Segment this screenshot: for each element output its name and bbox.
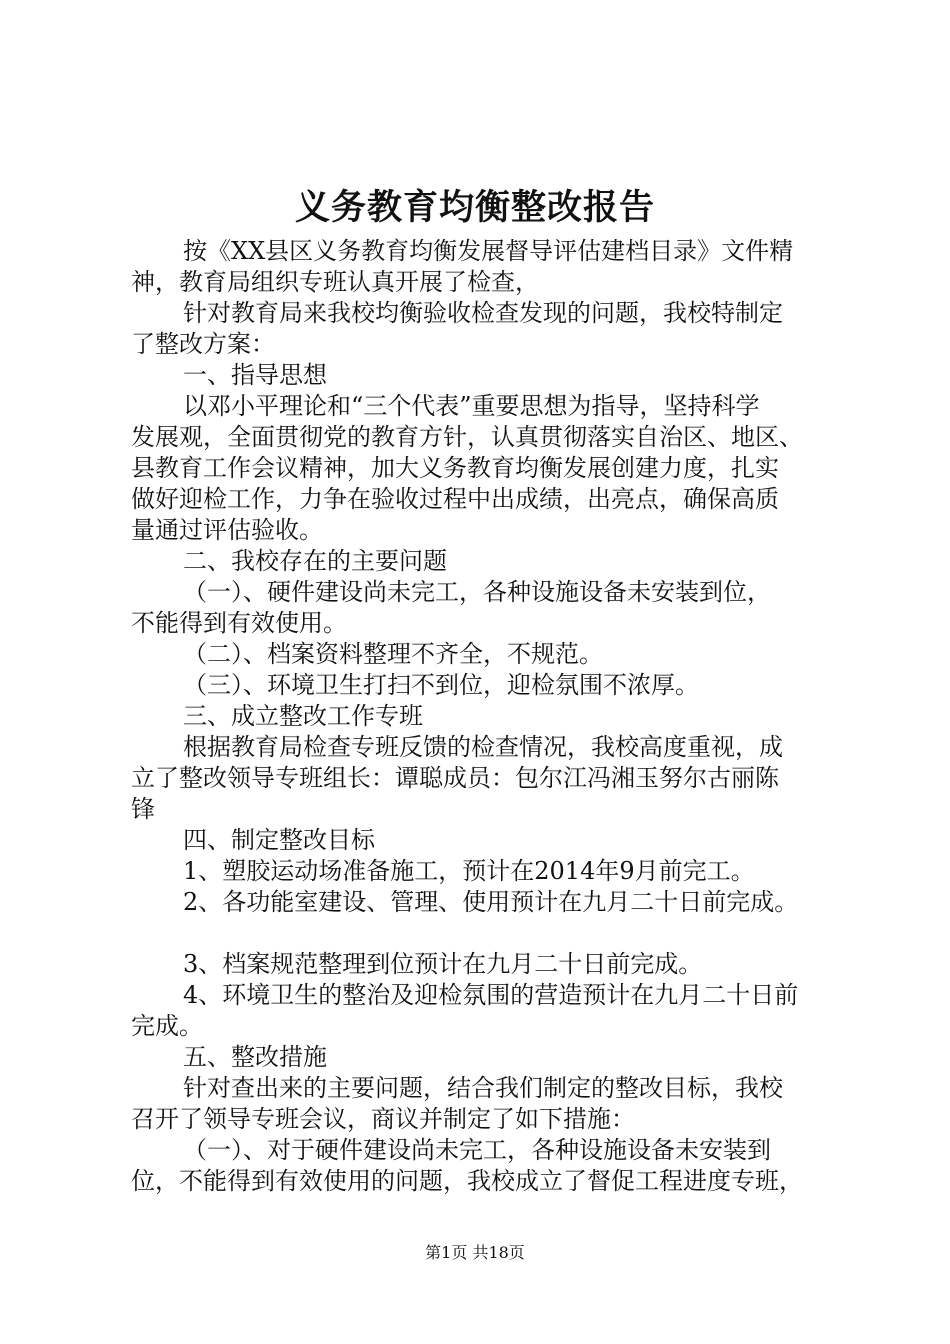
paragraph-line: 位，不能得到有效使用的问题，我校成立了督促工程进度专班，: [131, 1167, 803, 1195]
paragraph-line: 四、制定整改目标: [183, 826, 375, 854]
paragraph-line: 不能得到有效使用。: [131, 609, 347, 637]
page-footer: 第1页 共18页: [425, 1243, 525, 1262]
paragraph-line: 针对教育局来我校均衡验收检查发现的问题，我校特制定: [183, 299, 783, 327]
paragraph-line: 4、环境卫生的整治及迎检氛围的营造预计在九月二十日前: [183, 981, 799, 1009]
paragraph-line: 针对查出来的主要问题，结合我们制定的整改目标，我校: [183, 1074, 783, 1102]
paragraph-line: 按《XX县区义务教育均衡发展督导评估建档目录》文件精: [183, 237, 794, 265]
paragraph-line: 二、我校存在的主要问题: [183, 547, 447, 575]
paragraph-line: 三、成立整改工作专班: [183, 702, 423, 730]
document-title: 义务教育均衡整改报告: [294, 187, 655, 228]
document-body: [131, 236, 833, 1197]
paragraph-line: （三）、环境卫生打扫不到位，迎检氛围不浓厚。: [183, 671, 699, 699]
paragraph-line: 根据教育局检查专班反馈的检查情况，我校高度重视，成: [183, 733, 783, 761]
blank-line: [131, 918, 833, 949]
paragraph-line: 一、指导思想: [183, 361, 327, 389]
paragraph-line: 县教育工作会议精神，加大义务教育均衡发展创建力度，扎实: [131, 454, 779, 482]
paragraph-line: 完成。: [131, 1012, 203, 1040]
paragraph-line: 以邓小平理论和“三个代表”重要思想为指导，坚持科学: [183, 392, 760, 420]
paragraph-line: 1、塑胶运动场准备施工，预计在2014年9月前完工。: [183, 857, 755, 885]
paragraph-line: 了整改方案：: [131, 330, 275, 358]
paragraph-line: （一）、对于硬件建设尚未完工，各种设施设备未安装到: [183, 1136, 771, 1164]
paragraph-line: 神，教育局组织专班认真开展了检查，: [131, 268, 539, 296]
paragraph-line: 2、各功能室建设、管理、使用预计在九月二十日前完成。: [183, 888, 799, 916]
paragraph-line: （二）、档案资料整理不齐全，不规范。: [183, 640, 603, 668]
paragraph-line: （一）、硬件建设尚未完工，各种设施设备未安装到位，: [183, 578, 771, 606]
paragraph-line: 量通过评估验收。: [131, 516, 323, 544]
paragraph-line: 立了整改领导专班组长：谭聪成员：包尔江冯湘玉努尔古丽陈: [131, 764, 779, 792]
paragraph-line: 召开了领导专班会议，商议并制定了如下措施：: [131, 1105, 635, 1133]
paragraph-line: 3、档案规范整理到位预计在九月二十日前完成。: [183, 950, 703, 978]
paragraph-line: 做好迎检工作，力争在验收过程中出成绩，出亮点，确保高质: [131, 485, 779, 513]
paragraph-line: 锋: [131, 795, 155, 823]
paragraph-line: 发展观，全面贯彻党的教育方针，认真贯彻落实自治区、地区、: [131, 423, 803, 451]
paragraph-line: 五、整改措施: [183, 1043, 327, 1071]
